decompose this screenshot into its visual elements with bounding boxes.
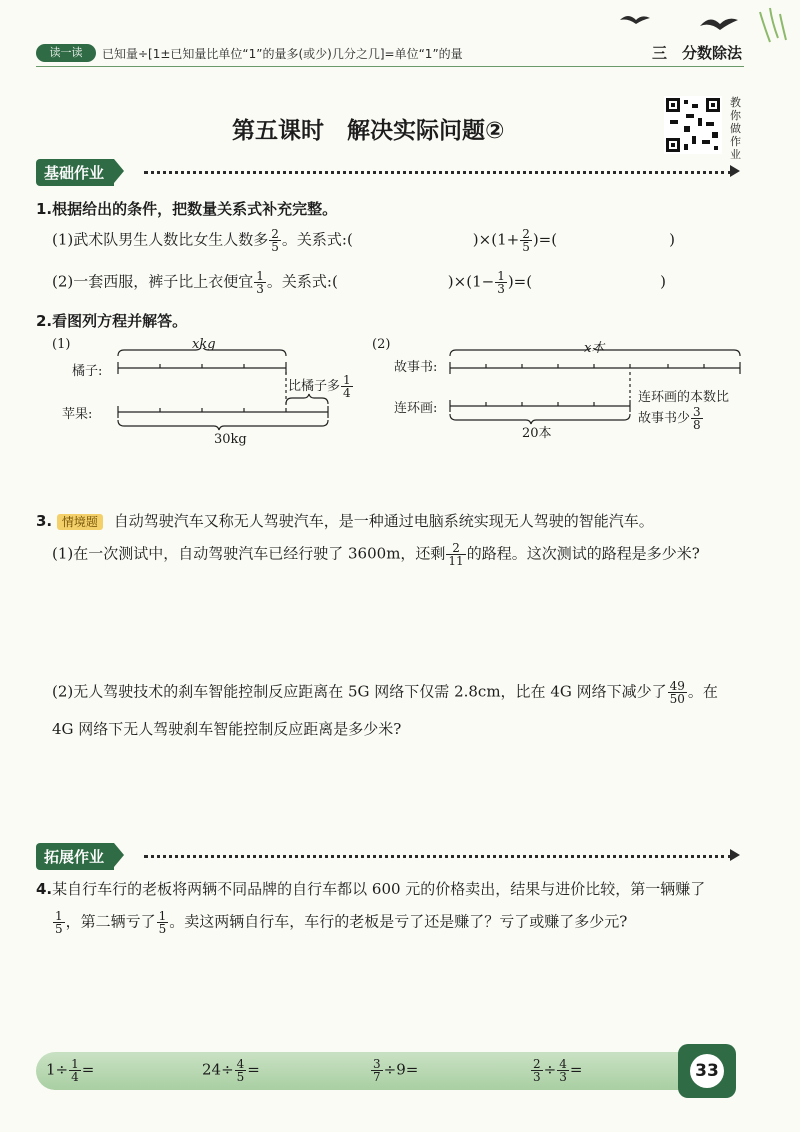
fe1-b: = (81, 1060, 95, 1079)
arrow-right-icon (730, 165, 740, 177)
q1a-den2: 5 (522, 240, 530, 254)
fe1-num: 1 (71, 1057, 79, 1071)
q3a-answer-area[interactable] (52, 578, 742, 668)
fe2-frac (235, 1058, 247, 1083)
fe4-num2: 4 (559, 1057, 567, 1071)
q2-part2-row1: 故事书: (394, 360, 438, 375)
q4-mid: ，第二辆亏了 (65, 912, 156, 931)
q2p2-note-den: 8 (693, 418, 701, 432)
q3-part-a (52, 542, 700, 567)
q1b-text: (2)一套西服，裤子比上衣便宜 (52, 272, 254, 291)
q4-post: 。卖这两辆自行车，车行的老板是亏了还是赚了？亏了或赚了多少元? (169, 912, 628, 931)
footer-expr-1 (46, 1058, 94, 1083)
q2-part1-row2: 苹果: (62, 407, 93, 422)
q3a-text: (1)在一次测试中，自动驾驶汽车已经行驶了 3600m，还剩 (52, 544, 446, 563)
q1b-den: 3 (256, 282, 264, 296)
q3b-fraction (668, 680, 687, 705)
q1b-num: 1 (256, 269, 264, 283)
q1-part-b (52, 270, 666, 295)
header-rule (36, 66, 744, 67)
q4f1-den: 5 (55, 922, 63, 936)
q1a-close: ) (669, 230, 675, 249)
page-number: 33 (690, 1054, 724, 1088)
q3a-post: 的路程。这次测试的路程是多少米? (466, 544, 700, 563)
q2p2-note-text: 故事书少 (638, 411, 691, 426)
q1b-mid: 。关系式:( (266, 272, 338, 291)
footer-expr-3 (370, 1058, 418, 1083)
q1a-num2: 2 (522, 227, 530, 241)
fe4-frac1 (531, 1058, 543, 1083)
q2-part2-top-label: x本 (584, 341, 605, 356)
q2-part1-label: (1) (52, 337, 71, 352)
q1a-mid: 。关系式:( (281, 230, 353, 249)
q3b-text: (2)无人驾驶技术的刹车智能控制反应距离在 5G 网络下仅需 2.8cm，比在 4G 网络下减少了 (52, 682, 667, 701)
q2p1-note-num: 1 (343, 373, 351, 387)
q3b-line2: 4G 网络下无人驾驶刹车智能控制反应距离是多少米? (52, 720, 402, 738)
fe4-den1: 3 (533, 1070, 541, 1084)
q2-part2-bottom-label: 20本 (522, 426, 552, 441)
q1-number: 1. (36, 200, 53, 218)
fe3-den: 7 (373, 1070, 381, 1084)
q4f1-num: 1 (55, 909, 63, 923)
q3b-post: 。在 (687, 682, 718, 701)
q2-part2-row2: 连环画: (394, 401, 438, 416)
q4-number: 4. (36, 880, 53, 898)
q2-part2-diagram (442, 348, 748, 428)
q4f2-den: 5 (158, 922, 167, 936)
q1a-fraction2 (520, 228, 532, 253)
q2-stem (36, 310, 187, 331)
q1b-fraction (254, 270, 266, 295)
section-basic (36, 159, 114, 186)
unit-label: 三 分数除法 (652, 44, 743, 62)
q4-frac2 (157, 910, 169, 935)
q1-text: 根据给出的条件，把数量关系式补充完整。 (52, 200, 338, 218)
q1b-x: )×(1− (447, 272, 495, 291)
q2-part1-diagram (110, 348, 340, 440)
q1b-close: ) (660, 272, 666, 291)
q3-stem (36, 510, 654, 531)
qr-label: 教你做作业 (730, 96, 741, 161)
header-formula: 已知量÷[1±已知量比单位“1”的量多(或少)几分之几]=单位“1”的量 (102, 47, 463, 61)
q2p1-note-frac (341, 374, 353, 399)
fe2-num: 4 (236, 1057, 245, 1071)
q3a-den: 11 (448, 554, 464, 568)
read-logo-text: 读一读 (49, 46, 83, 59)
fe1-den: 4 (71, 1070, 79, 1084)
q3-part-b (52, 680, 718, 705)
q1b-eq: )=( (507, 272, 533, 291)
section-basic-divider (144, 171, 732, 174)
q1-stem (36, 198, 337, 219)
page-title: 第五课时 解决实际问题② (232, 118, 505, 144)
section-extend (36, 843, 114, 870)
section-extend-label: 拓展作业 (44, 848, 105, 866)
q1a-x: )×(1+ (472, 230, 520, 249)
fe2-den: 5 (236, 1070, 245, 1084)
q4-answer-area[interactable] (52, 950, 742, 1040)
q3b-den: 50 (669, 692, 685, 706)
fe4-num1: 2 (533, 1057, 541, 1071)
q2-part1-bottom-label: 30kg (214, 432, 247, 447)
fe1-frac (69, 1058, 81, 1083)
q2-text: 看图列方程并解答。 (52, 312, 188, 330)
section-basic-label: 基础作业 (44, 164, 105, 182)
q1-part-a (52, 228, 675, 253)
bird-decoration-icon (600, 4, 800, 44)
q4-line1: 某自行车行的老板将两辆不同品牌的自行车都以 600 元的价格卖出，结果与进价比较，第一辆赚了 (52, 880, 706, 898)
q2p1-note-den: 4 (343, 386, 351, 400)
q3a-num: 2 (446, 542, 465, 555)
fe3-frac (371, 1058, 383, 1083)
q1b-num2: 1 (497, 269, 505, 283)
fe3-num: 3 (373, 1057, 381, 1071)
footer-expr-2 (202, 1058, 260, 1083)
q3-badge: 情境题 (57, 514, 103, 530)
q3-text: 自动驾驶汽车又称无人驾驶汽车，是一种通过电脑系统实现无人驾驶的智能汽车。 (113, 512, 654, 530)
footer-bar (36, 1052, 686, 1090)
q3b-num: 49 (669, 679, 685, 693)
q1b-fraction2 (495, 270, 507, 295)
fe4-b: = (569, 1060, 583, 1079)
q1a-num: 2 (271, 227, 279, 241)
fe4-den2: 3 (559, 1070, 567, 1084)
q4-frac1 (53, 910, 65, 935)
fe1-a: 1÷ (46, 1060, 69, 1079)
fe3-b: ÷9= (383, 1060, 419, 1079)
fe2-b: = (247, 1060, 260, 1079)
read-logo (36, 44, 96, 62)
q1b-den2: 3 (497, 282, 505, 296)
q4-stem (36, 878, 705, 899)
arrow-right-icon (730, 849, 740, 861)
q1a-fraction (269, 228, 281, 253)
fe2-a: 24÷ (202, 1060, 234, 1079)
q3b-answer-area[interactable] (52, 746, 742, 836)
fe4-frac2 (557, 1058, 569, 1083)
q2p2-note-num: 3 (693, 405, 701, 419)
footer-expr-4 (530, 1058, 582, 1083)
q1a-den: 5 (271, 240, 279, 254)
q2-number: 2. (36, 312, 53, 330)
q1a-text: (1)武术队男生人数比女生人数多 (52, 230, 269, 249)
fe4-m: ÷ (543, 1060, 557, 1079)
page-number-badge (678, 1044, 736, 1098)
q2-part2-label: (2) (372, 337, 391, 352)
q4f2-num: 1 (158, 909, 167, 923)
q2p1-note-text: 比橘子多 (288, 379, 341, 394)
q3-number: 3. (36, 512, 53, 530)
q1a-eq: )=( (532, 230, 558, 249)
q2-part1-row1: 橘子: (72, 364, 103, 379)
q2-part1-top-label: xkg (192, 337, 216, 352)
q2-part2-note1: 连环画的本数比 (638, 390, 730, 405)
qr-code-icon (664, 96, 722, 154)
q3a-fraction (446, 542, 465, 567)
section-extend-divider (144, 855, 732, 858)
q4-line2 (52, 910, 627, 935)
